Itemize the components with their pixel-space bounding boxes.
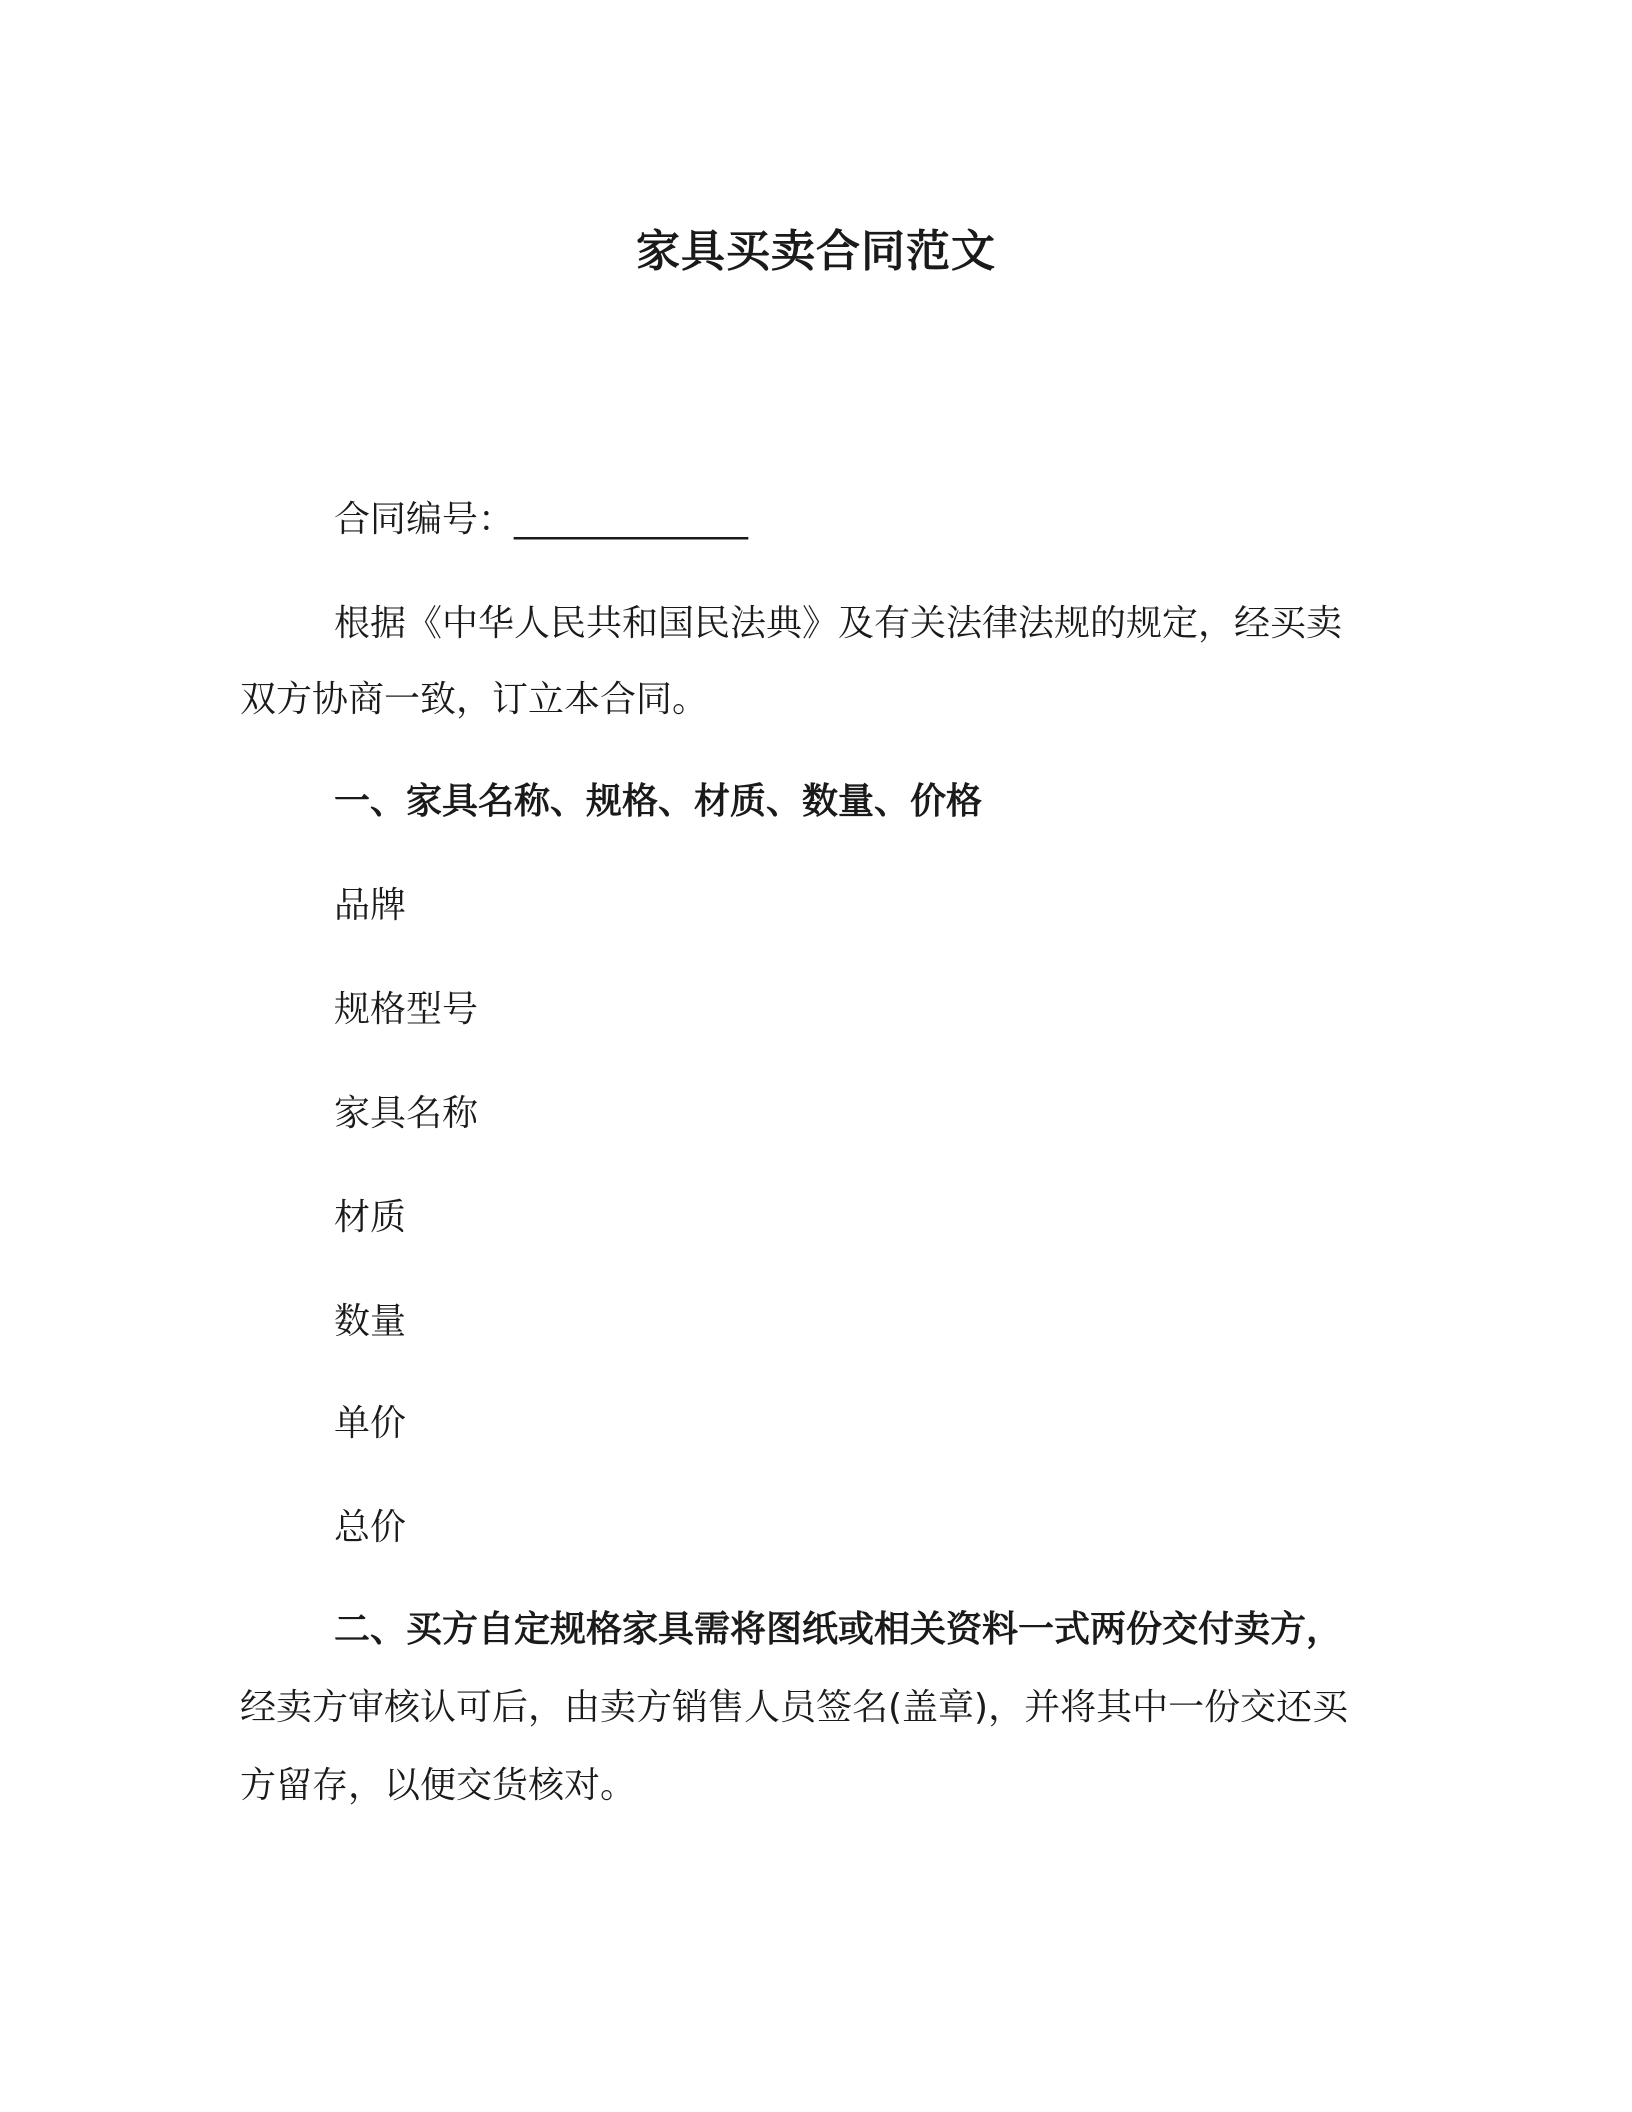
contract-number-label: 合同编号：: [334, 499, 515, 540]
field-brand: 品牌: [334, 885, 407, 926]
field-total-price: 总价: [334, 1507, 407, 1548]
contract-number-line: [334, 496, 748, 544]
field-model: 规格型号: [334, 989, 479, 1030]
intro-line-1: 根据《中华人民共和国民法典》及有关法律法规的规定，经买卖: [334, 603, 1343, 644]
field-furniture-name: 家具名称: [334, 1093, 479, 1134]
field-quantity: 数量: [334, 1301, 407, 1342]
field-unit-price: 单价: [334, 1403, 407, 1444]
section-1-heading: 一、家具名称、规格、材质、数量、价格: [334, 781, 983, 822]
intro-line-2: 双方协商一致，订立本合同。: [240, 679, 709, 720]
contract-number-blank: _____________: [514, 499, 749, 540]
document-title: 家具买卖合同范文: [636, 226, 996, 277]
section-2-line-2: 经卖方审核认可后，由卖方销售人员签名(盖章)，并将其中一份交还买: [240, 1687, 1349, 1728]
section-2-line-3: 方留存，以便交货核对。: [240, 1765, 637, 1806]
section-2-line-1: 二、买方自定规格家具需将图纸或相关资料一式两份交付卖方，: [334, 1609, 1343, 1650]
field-material: 材质: [334, 1197, 407, 1238]
